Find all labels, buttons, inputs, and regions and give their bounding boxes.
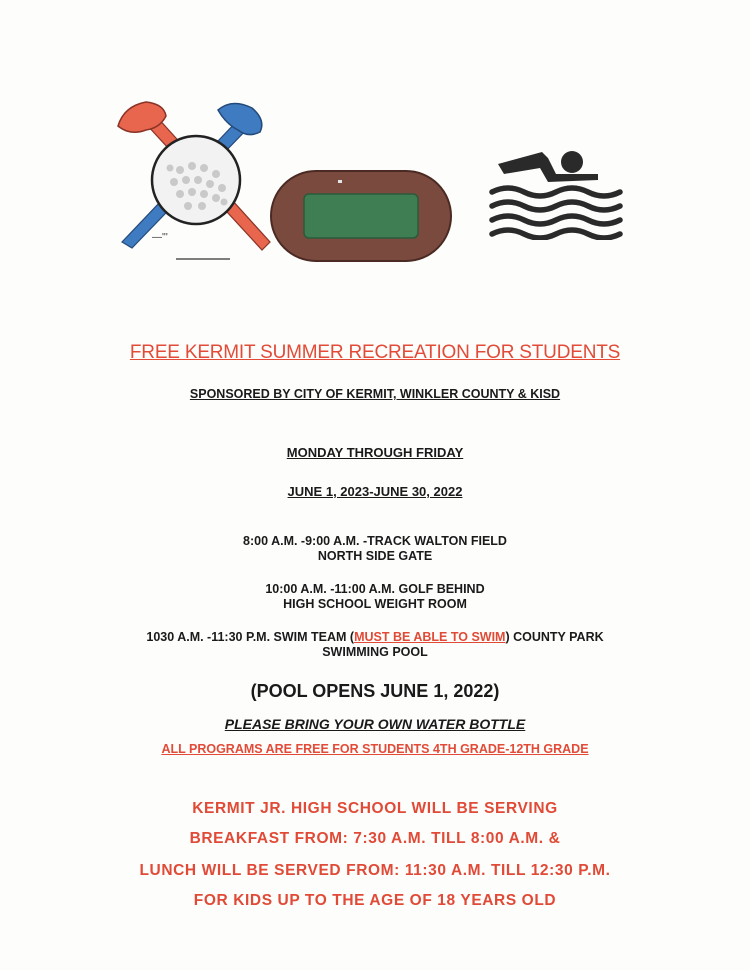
water-bottle-note: PLEASE BRING YOUR OWN WATER BOTTLE [224,716,526,732]
track-location: NORTH SIDE GATE [317,549,433,563]
golf-time: 10:00 A.M. -11:00 A.M. GOLF BEHIND [265,582,485,596]
meals-line-3: LUNCH WILL BE SERVED FROM: 11:30 A.M. TILL 12:30 P.M. [139,862,611,879]
dates-line: JUNE 1, 2023-JUNE 30, 2022 [287,484,463,499]
free-programs-note: ALL PROGRAMS ARE FREE FOR STUDENTS 4TH GRADE-12TH GRADE [161,742,589,756]
flyer-title: FREE KERMIT SUMMER RECREATION FOR STUDENTS [129,342,621,363]
swim-time [0,630,750,645]
pool-opening-note: (POOL OPENS JUNE 1, 2022) [250,681,500,701]
golf-ball-tees-icon [110,92,280,267]
swim-time-start: 1030 A.M. -11:30 P.M. SWIM TEAM ( [146,630,355,644]
swim-schedule [0,630,750,660]
swimmer-icon [486,148,634,240]
track-schedule [0,534,750,564]
running-track-icon [268,168,454,264]
meals-line-1: KERMIT JR. HIGH SCHOOL WILL BE SERVING [192,800,558,817]
swim-location: SWIMMING POOL [322,645,428,659]
swim-requirement: MUST BE ABLE TO SWIM [354,630,506,644]
track-time: 8:00 A.M. -9:00 A.M. -TRACK WALTON FIELD [243,534,507,548]
golf-location: HIGH SCHOOL WEIGHT ROOM [283,597,467,611]
days-line: MONDAY THROUGH FRIDAY [286,445,464,460]
swim-time-end: ) COUNTY PARK [505,630,604,644]
meals-line-2: BREAKFAST FROM: 7:30 A.M. TILL 8:00 A.M. & [189,830,561,847]
sponsor-line: SPONSORED BY CITY OF KERMIT, WINKLER COUNTY & KISD [189,387,561,401]
golf-schedule [0,582,750,612]
golf-caption: —''' [152,232,168,243]
meals-line-4: FOR KIDS UP TO THE AGE OF 18 YEARS OLD [193,892,557,909]
